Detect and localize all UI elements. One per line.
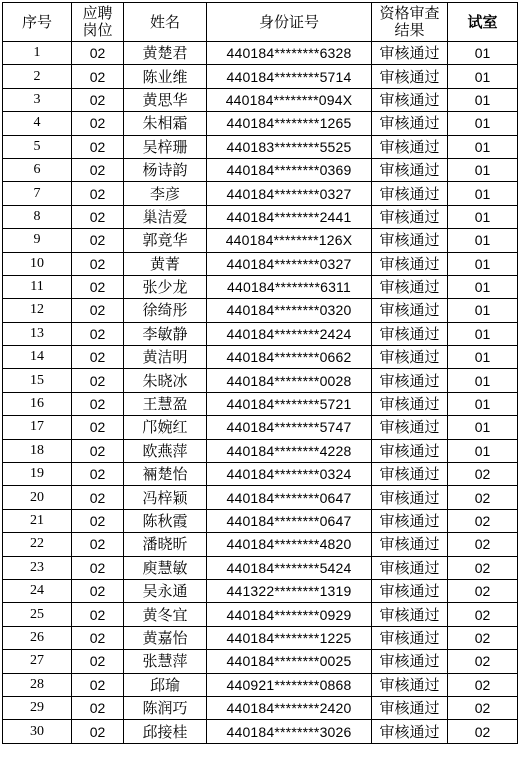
cell-seq: 14 <box>3 346 72 369</box>
cell-id-number: 440184********5714 <box>207 65 372 88</box>
cell-position: 02 <box>72 556 124 579</box>
table-row <box>3 158 518 181</box>
cell-seq: 12 <box>3 299 72 322</box>
table-row <box>3 486 518 509</box>
cell-seq: 26 <box>3 626 72 649</box>
cell-id-number: 440184********1265 <box>207 112 372 135</box>
cell-room: 01 <box>448 205 518 228</box>
cell-name: 李敏静 <box>124 322 207 345</box>
cell-seq: 17 <box>3 416 72 439</box>
cell-name: 欧燕萍 <box>124 439 207 462</box>
table-row <box>3 720 518 743</box>
cell-position: 02 <box>72 720 124 743</box>
cell-seq: 1 <box>3 42 72 65</box>
table-row <box>3 88 518 111</box>
cell-id-number: 441322********1319 <box>207 579 372 602</box>
cell-name: 黄思华 <box>124 88 207 111</box>
cell-position: 02 <box>72 673 124 696</box>
cell-seq: 2 <box>3 65 72 88</box>
cell-id-number: 440184********5721 <box>207 392 372 415</box>
cell-seq: 24 <box>3 579 72 602</box>
cell-id-number: 440184********0324 <box>207 463 372 486</box>
cell-id-number: 440184********5424 <box>207 556 372 579</box>
cell-result: 审核通过 <box>372 509 448 532</box>
cell-position: 02 <box>72 439 124 462</box>
cell-position: 02 <box>72 579 124 602</box>
header-position <box>72 3 124 42</box>
cell-seq: 16 <box>3 392 72 415</box>
cell-id-number: 440184********0327 <box>207 252 372 275</box>
cell-id-number: 440184********2420 <box>207 696 372 719</box>
cell-name: 黄嘉怡 <box>124 626 207 649</box>
cell-seq: 10 <box>3 252 72 275</box>
cell-name: 李彦 <box>124 182 207 205</box>
cell-id-number: 440184********1225 <box>207 626 372 649</box>
cell-id-number: 440921********0868 <box>207 673 372 696</box>
cell-result: 审核通过 <box>372 88 448 111</box>
cell-result: 审核通过 <box>372 463 448 486</box>
table-row <box>3 299 518 322</box>
header-result-line1: 资格审查 <box>379 4 440 22</box>
cell-seq: 4 <box>3 112 72 135</box>
cell-result: 审核通过 <box>372 135 448 158</box>
table-row <box>3 42 518 65</box>
cell-id-number: 440184********0647 <box>207 486 372 509</box>
cell-name: 邝婉红 <box>124 416 207 439</box>
cell-position: 02 <box>72 275 124 298</box>
cell-name: 黄冬宜 <box>124 603 207 626</box>
cell-position: 02 <box>72 229 124 252</box>
cell-room: 02 <box>448 650 518 673</box>
table-row <box>3 112 518 135</box>
header-id-number: 身份证号 <box>207 3 372 42</box>
cell-name: 裲楚怡 <box>124 463 207 486</box>
cell-id-number: 440184********0320 <box>207 299 372 322</box>
cell-name: 朱相霜 <box>124 112 207 135</box>
cell-result: 审核通过 <box>372 42 448 65</box>
cell-name: 冯梓颖 <box>124 486 207 509</box>
cell-id-number: 440184********2441 <box>207 205 372 228</box>
cell-position: 02 <box>72 416 124 439</box>
cell-seq: 28 <box>3 673 72 696</box>
cell-result: 审核通过 <box>372 65 448 88</box>
cell-room: 01 <box>448 252 518 275</box>
cell-id-number: 440184********6311 <box>207 275 372 298</box>
cell-result: 审核通过 <box>372 158 448 181</box>
table-row <box>3 229 518 252</box>
cell-position: 02 <box>72 135 124 158</box>
cell-name: 张少龙 <box>124 275 207 298</box>
cell-name: 潘晓昕 <box>124 533 207 556</box>
cell-room: 01 <box>448 182 518 205</box>
table-row <box>3 509 518 532</box>
table-row <box>3 65 518 88</box>
cell-seq: 8 <box>3 205 72 228</box>
cell-room: 02 <box>448 556 518 579</box>
cell-result: 审核通过 <box>372 603 448 626</box>
cell-room: 01 <box>448 416 518 439</box>
cell-result: 审核通过 <box>372 299 448 322</box>
table-row <box>3 275 518 298</box>
cell-result: 审核通过 <box>372 556 448 579</box>
cell-name: 黄洁明 <box>124 346 207 369</box>
cell-position: 02 <box>72 42 124 65</box>
cell-room: 01 <box>448 439 518 462</box>
table-row <box>3 135 518 158</box>
cell-result: 审核通过 <box>372 275 448 298</box>
cell-position: 02 <box>72 65 124 88</box>
cell-id-number: 440184********0929 <box>207 603 372 626</box>
cell-result: 审核通过 <box>372 696 448 719</box>
table-row <box>3 673 518 696</box>
cell-position: 02 <box>72 158 124 181</box>
cell-room: 02 <box>448 533 518 556</box>
table-row <box>3 392 518 415</box>
table-row <box>3 696 518 719</box>
cell-name: 杨诗韵 <box>124 158 207 181</box>
cell-room: 01 <box>448 158 518 181</box>
cell-result: 审核通过 <box>372 182 448 205</box>
cell-seq: 6 <box>3 158 72 181</box>
table-row <box>3 463 518 486</box>
cell-room: 01 <box>448 229 518 252</box>
cell-room: 02 <box>448 486 518 509</box>
cell-position: 02 <box>72 486 124 509</box>
cell-room: 02 <box>448 720 518 743</box>
cell-seq: 11 <box>3 275 72 298</box>
table-row <box>3 182 518 205</box>
cell-result: 审核通过 <box>372 533 448 556</box>
cell-id-number: 440184********0327 <box>207 182 372 205</box>
cell-result: 审核通过 <box>372 112 448 135</box>
table-row <box>3 252 518 275</box>
table-row <box>3 579 518 602</box>
cell-result: 审核通过 <box>372 392 448 415</box>
cell-position: 02 <box>72 112 124 135</box>
cell-result: 审核通过 <box>372 579 448 602</box>
cell-result: 审核通过 <box>372 720 448 743</box>
header-name: 姓名 <box>124 3 207 42</box>
cell-room: 02 <box>448 673 518 696</box>
cell-room: 02 <box>448 463 518 486</box>
cell-name: 黄楚君 <box>124 42 207 65</box>
cell-id-number: 440183********5525 <box>207 135 372 158</box>
cell-position: 02 <box>72 299 124 322</box>
table-row <box>3 626 518 649</box>
cell-room: 01 <box>448 322 518 345</box>
cell-position: 02 <box>72 533 124 556</box>
cell-room: 01 <box>448 65 518 88</box>
cell-room: 02 <box>448 626 518 649</box>
cell-name: 庾慧敏 <box>124 556 207 579</box>
cell-name: 邱接桂 <box>124 720 207 743</box>
cell-room: 01 <box>448 369 518 392</box>
cell-id-number: 440184********126X <box>207 229 372 252</box>
cell-name: 陈秋霞 <box>124 509 207 532</box>
cell-seq: 25 <box>3 603 72 626</box>
cell-id-number: 440184********094X <box>207 88 372 111</box>
cell-seq: 21 <box>3 509 72 532</box>
cell-name: 黄菁 <box>124 252 207 275</box>
cell-result: 审核通过 <box>372 416 448 439</box>
table-row <box>3 603 518 626</box>
cell-seq: 27 <box>3 650 72 673</box>
cell-room: 01 <box>448 392 518 415</box>
cell-id-number: 440184********0662 <box>207 346 372 369</box>
cell-seq: 20 <box>3 486 72 509</box>
cell-seq: 19 <box>3 463 72 486</box>
cell-room: 02 <box>448 509 518 532</box>
cell-name: 陈业维 <box>124 65 207 88</box>
table-row <box>3 346 518 369</box>
cell-seq: 3 <box>3 88 72 111</box>
cell-result: 审核通过 <box>372 486 448 509</box>
cell-result: 审核通过 <box>372 346 448 369</box>
cell-position: 02 <box>72 696 124 719</box>
cell-name: 吴永通 <box>124 579 207 602</box>
header-room: 试室 <box>448 3 518 42</box>
cell-id-number: 440184********0025 <box>207 650 372 673</box>
cell-result: 审核通过 <box>372 205 448 228</box>
header-result <box>372 3 448 42</box>
header-seq: 序号 <box>3 3 72 42</box>
cell-seq: 18 <box>3 439 72 462</box>
cell-seq: 9 <box>3 229 72 252</box>
table-row <box>3 322 518 345</box>
cell-room: 01 <box>448 135 518 158</box>
cell-seq: 29 <box>3 696 72 719</box>
cell-room: 01 <box>448 275 518 298</box>
cell-position: 02 <box>72 626 124 649</box>
cell-room: 01 <box>448 42 518 65</box>
cell-seq: 13 <box>3 322 72 345</box>
cell-seq: 5 <box>3 135 72 158</box>
cell-seq: 7 <box>3 182 72 205</box>
cell-result: 审核通过 <box>372 322 448 345</box>
cell-id-number: 440184********5747 <box>207 416 372 439</box>
cell-name: 郭竟华 <box>124 229 207 252</box>
cell-room: 02 <box>448 696 518 719</box>
table-row <box>3 533 518 556</box>
table-row <box>3 650 518 673</box>
cell-position: 02 <box>72 346 124 369</box>
cell-id-number: 440184********2424 <box>207 322 372 345</box>
cell-result: 审核通过 <box>372 229 448 252</box>
cell-room: 01 <box>448 299 518 322</box>
cell-name: 张慧萍 <box>124 650 207 673</box>
cell-result: 审核通过 <box>372 369 448 392</box>
cell-id-number: 440184********4228 <box>207 439 372 462</box>
cell-result: 审核通过 <box>372 650 448 673</box>
cell-position: 02 <box>72 392 124 415</box>
cell-id-number: 440184********6328 <box>207 42 372 65</box>
cell-position: 02 <box>72 205 124 228</box>
cell-id-number: 440184********0369 <box>207 158 372 181</box>
qualification-review-table <box>2 2 518 744</box>
cell-id-number: 440184********3026 <box>207 720 372 743</box>
cell-name: 邱瑜 <box>124 673 207 696</box>
cell-room: 01 <box>448 88 518 111</box>
cell-name: 朱晓冰 <box>124 369 207 392</box>
cell-position: 02 <box>72 509 124 532</box>
cell-result: 审核通过 <box>372 673 448 696</box>
table-row <box>3 439 518 462</box>
cell-name: 陈润巧 <box>124 696 207 719</box>
cell-name: 吴梓珊 <box>124 135 207 158</box>
cell-seq: 15 <box>3 369 72 392</box>
header-position-line1: 应聘 <box>82 4 113 22</box>
cell-position: 02 <box>72 603 124 626</box>
cell-id-number: 440184********0647 <box>207 509 372 532</box>
cell-name: 巢洁爱 <box>124 205 207 228</box>
cell-position: 02 <box>72 252 124 275</box>
cell-id-number: 440184********0028 <box>207 369 372 392</box>
cell-room: 01 <box>448 112 518 135</box>
table-row <box>3 416 518 439</box>
cell-position: 02 <box>72 322 124 345</box>
table-row <box>3 369 518 392</box>
cell-result: 审核通过 <box>372 439 448 462</box>
table-row <box>3 556 518 579</box>
cell-room: 01 <box>448 346 518 369</box>
cell-position: 02 <box>72 369 124 392</box>
cell-position: 02 <box>72 88 124 111</box>
header-result-line2: 结果 <box>394 21 425 39</box>
header-row <box>3 3 518 42</box>
cell-seq: 23 <box>3 556 72 579</box>
cell-id-number: 440184********4820 <box>207 533 372 556</box>
cell-result: 审核通过 <box>372 626 448 649</box>
cell-room: 02 <box>448 579 518 602</box>
cell-position: 02 <box>72 650 124 673</box>
cell-result: 审核通过 <box>372 252 448 275</box>
table-row <box>3 205 518 228</box>
header-position-line2: 岗位 <box>82 21 113 39</box>
table-body <box>3 42 518 744</box>
cell-name: 徐绮彤 <box>124 299 207 322</box>
cell-seq: 22 <box>3 533 72 556</box>
cell-position: 02 <box>72 182 124 205</box>
cell-name: 王慧盈 <box>124 392 207 415</box>
cell-seq: 30 <box>3 720 72 743</box>
cell-position: 02 <box>72 463 124 486</box>
cell-room: 02 <box>448 603 518 626</box>
